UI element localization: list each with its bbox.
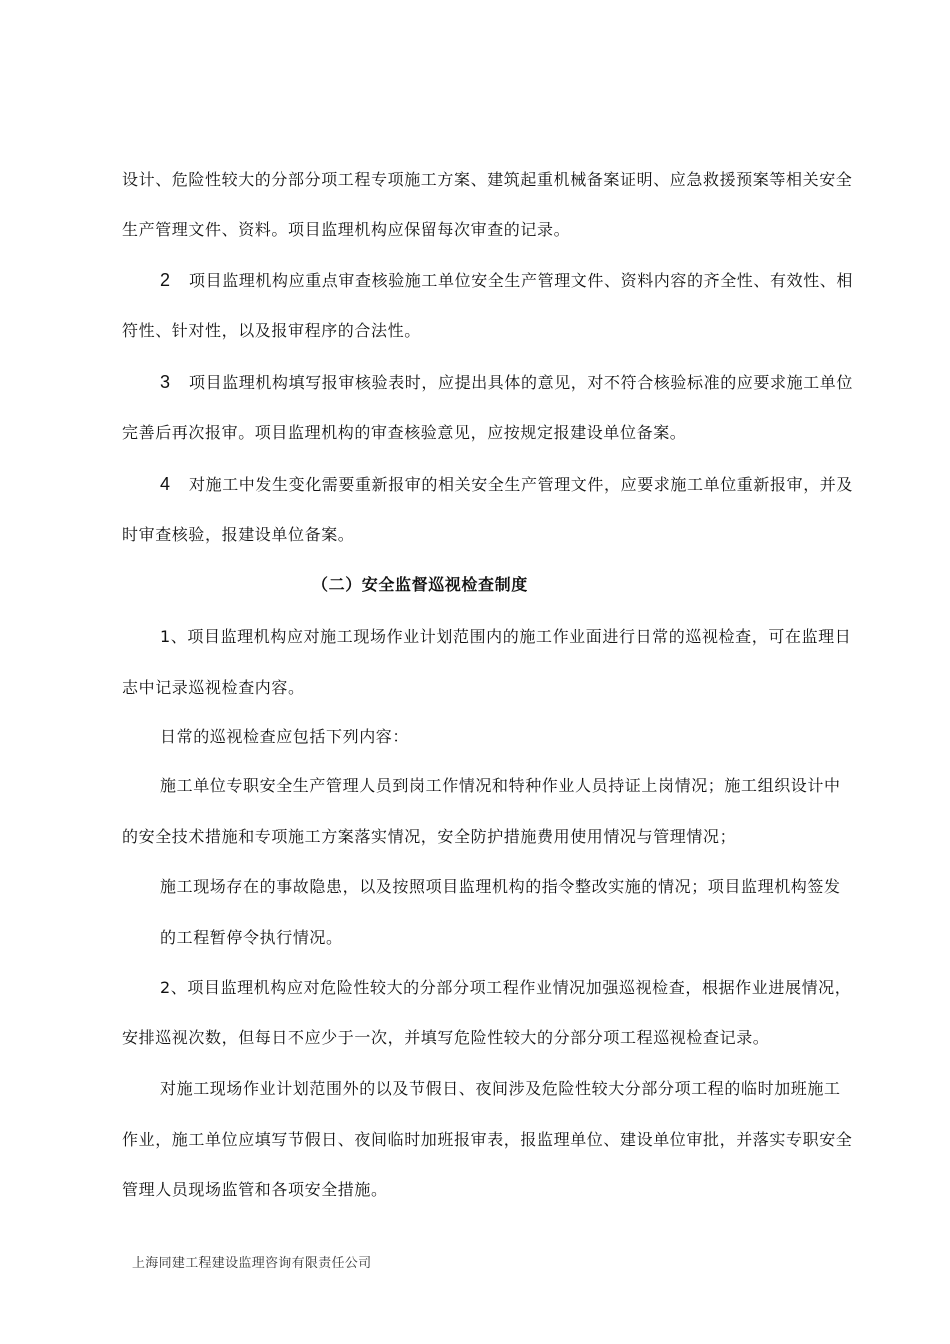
paragraph-line: 志中记录巡视检查内容。 [122,678,305,697]
paragraph-line: 的工程暂停令执行情况。 [160,928,343,947]
footer-company-name: 上海同建工程建设监理咨询有限责任公司 [132,1256,372,1271]
item-number: 2 [160,270,171,290]
paragraph-text: 项目监理机构应重点审查核验施工单位安全生产管理文件、资料内容的齐全性、有效性、相 [189,271,854,290]
numbered-paragraph [160,270,853,291]
paragraph-line: 生产管理文件、资料。项目监理机构应保留每次审查的记录。 [122,220,571,239]
paragraph-line: 作业，施工单位应填写节假日、夜间临时加班报审表，报监理单位、建设单位审批，并落实专职安全 [122,1130,853,1149]
section-heading: （二）安全监督巡视检查制度 [312,575,528,594]
paragraph-line: 管理人员现场监管和各项安全措施。 [122,1180,388,1199]
paragraph-text: 项目监理机构填写报审核验表时，应提出具体的意见，对不符合核验标准的应要求施工单位 [189,373,854,392]
paragraph-line: 符性、针对性，以及报审程序的合法性。 [122,321,421,340]
numbered-paragraph [160,474,853,495]
paragraph-line: 2、项目监理机构应对危险性较大的分部分项工程作业情况加强巡视检查，根据作业进展情况， [160,978,852,997]
paragraph-line: 的安全技术措施和专项施工方案落实情况，安全防护措施费用使用情况与管理情况； [122,827,737,846]
paragraph-line: 安排巡视次数，但每日不应少于一次，并填写危险性较大的分部分项工程巡视检查记录。 [122,1028,770,1047]
paragraph-line: 完善后再次报审。项目监理机构的审查核验意见，应按规定报建设单位备案。 [122,423,687,442]
paragraph-line: 施工现场存在的事故隐患，以及按照项目监理机构的指令整改实施的情况；项目监理机构签发 [160,877,841,896]
paragraph-line: 设计、危险性较大的分部分项工程专项施工方案、建筑起重机械备案证明、应急救援预案等相关安全 [122,170,853,189]
paragraph-text: 对施工中发生变化需要重新报审的相关安全生产管理文件，应要求施工单位重新报审，并及 [189,475,854,494]
paragraph-line: 1、项目监理机构应对施工现场作业计划范围内的施工作业面进行日常的巡视检查，可在监理日 [160,627,852,646]
numbered-paragraph [160,372,853,393]
paragraph-line: 对施工现场作业计划范围外的以及节假日、夜间涉及危险性较大分部分项工程的临时加班施工 [160,1079,841,1098]
item-number: 3 [160,372,171,392]
paragraph-line: 日常的巡视检查应包括下列内容： [160,727,410,746]
paragraph-line: 时审查核验，报建设单位备案。 [122,525,355,544]
paragraph-line: 施工单位专职安全生产管理人员到岗工作情况和特种作业人员持证上岗情况；施工组织设计中 [160,776,841,795]
item-number: 4 [160,474,171,494]
